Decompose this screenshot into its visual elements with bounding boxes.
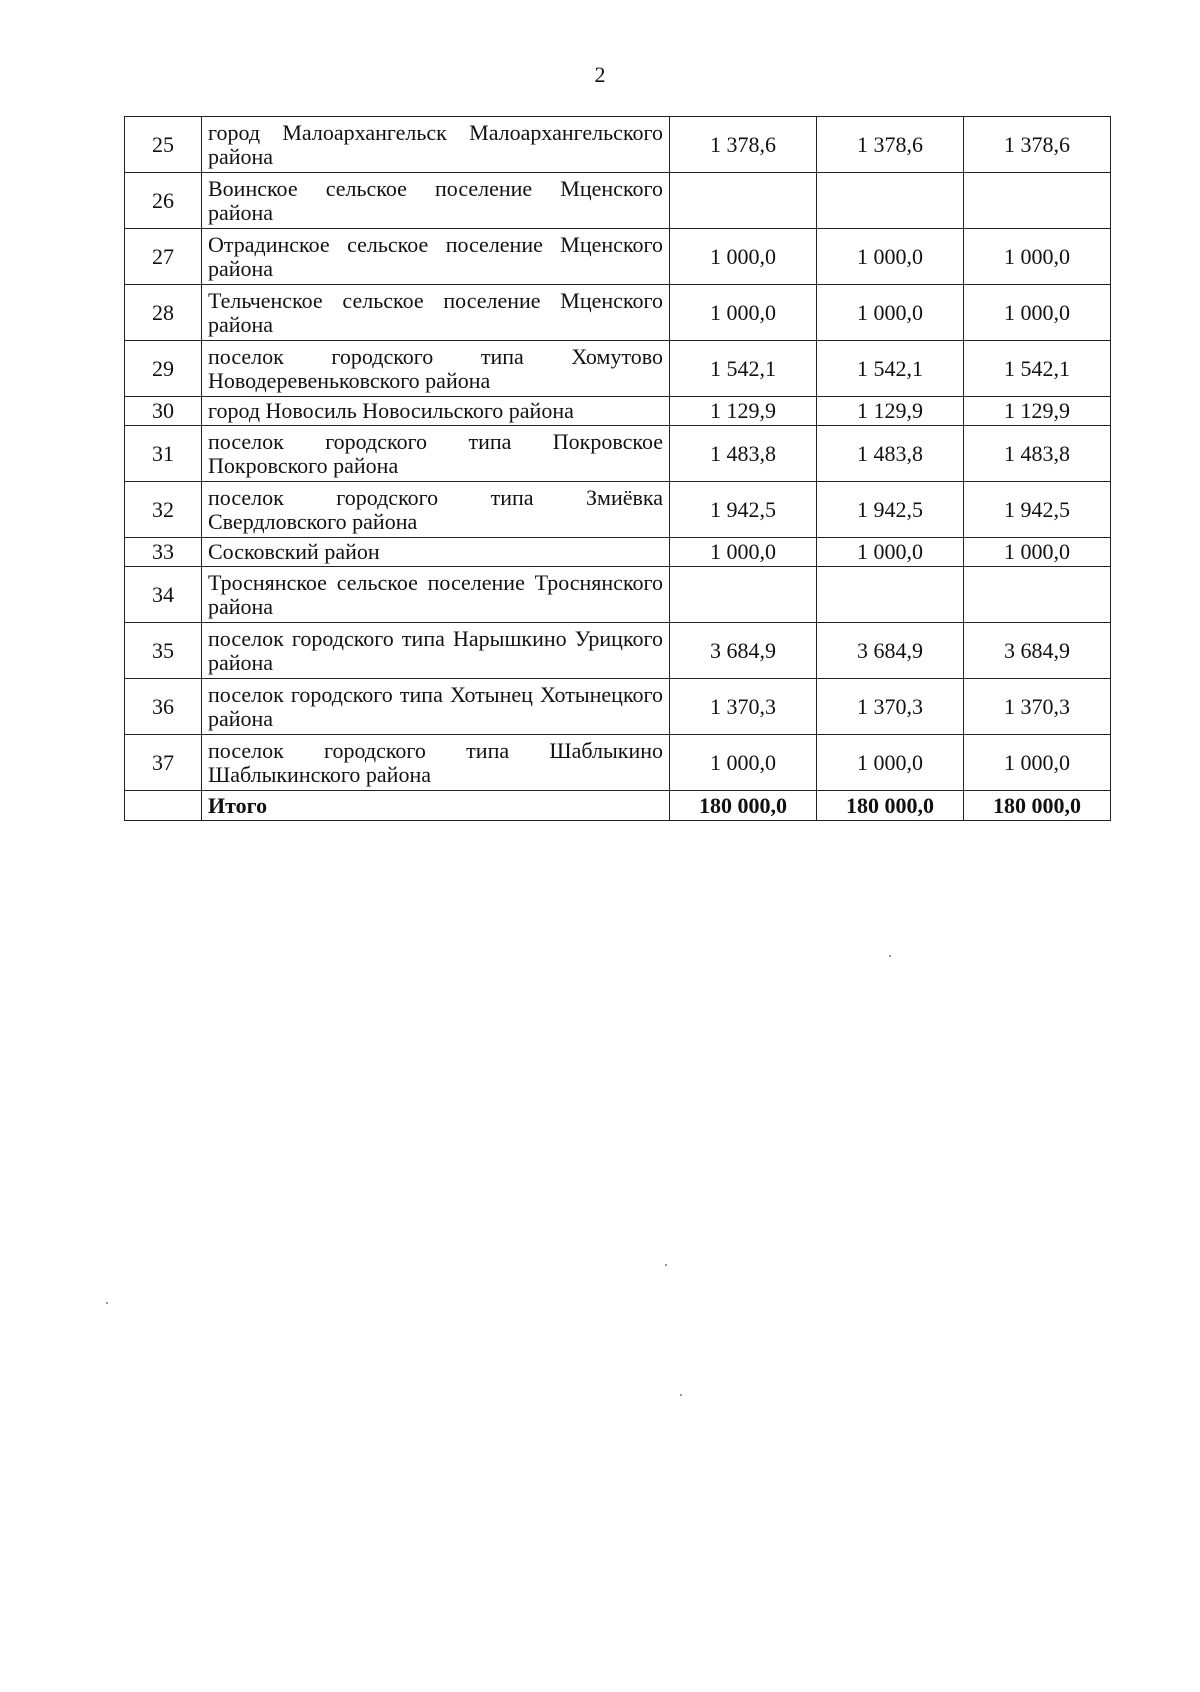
amount-1: 1 000,0 [670, 538, 817, 567]
amount-3: 1 542,1 [964, 341, 1111, 397]
table-row [125, 679, 1111, 735]
row-number: 30 [125, 397, 202, 426]
table-row [125, 735, 1111, 791]
amount-2: 1 000,0 [817, 538, 964, 567]
municipality-name: поселок городского типа Покровское Покровского района [202, 426, 670, 482]
table-row [125, 229, 1111, 285]
amount-1: 1 542,1 [670, 341, 817, 397]
municipality-name: город Новосиль Новосильского района [202, 397, 670, 426]
municipality-name: Воинское сельское поселение Мценского района [202, 173, 670, 229]
scan-speck [665, 1264, 667, 1266]
page-number: 2 [594, 62, 606, 87]
scan-speck [680, 1394, 682, 1396]
municipality-name: Троснянское сельское поселение Троснянского района [202, 567, 670, 623]
amount-1: 1 483,8 [670, 426, 817, 482]
row-number: 35 [125, 623, 202, 679]
row-number: 34 [125, 567, 202, 623]
amount-2: 1 129,9 [817, 397, 964, 426]
table-row [125, 117, 1111, 173]
amount-1: 1 000,0 [670, 735, 817, 791]
row-number: 28 [125, 285, 202, 341]
amount-3: 1 000,0 [964, 285, 1111, 341]
total-number-cell [125, 791, 202, 821]
municipality-name: поселок городского типа Нарышкино Урицкого района [202, 623, 670, 679]
total-amount-1: 180 000,0 [670, 791, 817, 821]
amount-1: 3 684,9 [670, 623, 817, 679]
amount-2 [817, 567, 964, 623]
scan-speck [889, 955, 891, 957]
table-row [125, 341, 1111, 397]
municipality-name: город Малоархангельск Малоархангельского района [202, 117, 670, 173]
amount-2: 3 684,9 [817, 623, 964, 679]
row-number: 37 [125, 735, 202, 791]
amount-3: 1 370,3 [964, 679, 1111, 735]
amount-2: 1 483,8 [817, 426, 964, 482]
amount-3 [964, 567, 1111, 623]
row-number: 26 [125, 173, 202, 229]
municipality-name: поселок городского типа Хотынец Хотынецкого района [202, 679, 670, 735]
scan-speck [106, 1302, 108, 1304]
total-amount-3: 180 000,0 [964, 791, 1111, 821]
amount-1: 1 370,3 [670, 679, 817, 735]
amount-3: 1 000,0 [964, 735, 1111, 791]
amount-1: 1 000,0 [670, 285, 817, 341]
table-row [125, 567, 1111, 623]
amount-3: 1 942,5 [964, 482, 1111, 538]
table-row [125, 482, 1111, 538]
amount-1: 1 378,6 [670, 117, 817, 173]
amount-1: 1 129,9 [670, 397, 817, 426]
amount-1 [670, 173, 817, 229]
municipality-name: Сосковский район [202, 538, 670, 567]
amount-3: 1 129,9 [964, 397, 1111, 426]
table-row [125, 623, 1111, 679]
amount-2: 1 000,0 [817, 285, 964, 341]
table-row [125, 173, 1111, 229]
row-number: 36 [125, 679, 202, 735]
amount-3: 1 000,0 [964, 229, 1111, 285]
amount-1: 1 942,5 [670, 482, 817, 538]
total-amount-2: 180 000,0 [817, 791, 964, 821]
municipality-name: Тельченское сельское поселение Мценского района [202, 285, 670, 341]
row-number: 33 [125, 538, 202, 567]
row-number: 31 [125, 426, 202, 482]
municipality-name: поселок городского типа Хомутово Новодеревеньковского района [202, 341, 670, 397]
table-row [125, 285, 1111, 341]
total-row [125, 791, 1111, 821]
row-number: 25 [125, 117, 202, 173]
municipality-name: Отрадинское сельское поселение Мценского района [202, 229, 670, 285]
amount-2: 1 542,1 [817, 341, 964, 397]
row-number: 27 [125, 229, 202, 285]
amount-2: 1 370,3 [817, 679, 964, 735]
allocation-table [124, 116, 1111, 821]
table-row [125, 397, 1111, 426]
amount-1: 1 000,0 [670, 229, 817, 285]
municipality-name: поселок городского типа Змиёвка Свердловского района [202, 482, 670, 538]
amount-3: 3 684,9 [964, 623, 1111, 679]
amount-3 [964, 173, 1111, 229]
amount-1 [670, 567, 817, 623]
amount-2: 1 942,5 [817, 482, 964, 538]
amount-3: 1 378,6 [964, 117, 1111, 173]
municipality-name: поселок городского типа Шаблыкино Шаблыкинского района [202, 735, 670, 791]
amount-2: 1 378,6 [817, 117, 964, 173]
table-row [125, 426, 1111, 482]
amount-3: 1 483,8 [964, 426, 1111, 482]
table-row [125, 538, 1111, 567]
row-number: 29 [125, 341, 202, 397]
row-number: 32 [125, 482, 202, 538]
total-label: Итого [202, 791, 670, 821]
amount-2: 1 000,0 [817, 735, 964, 791]
amount-3: 1 000,0 [964, 538, 1111, 567]
amount-2 [817, 173, 964, 229]
amount-2: 1 000,0 [817, 229, 964, 285]
